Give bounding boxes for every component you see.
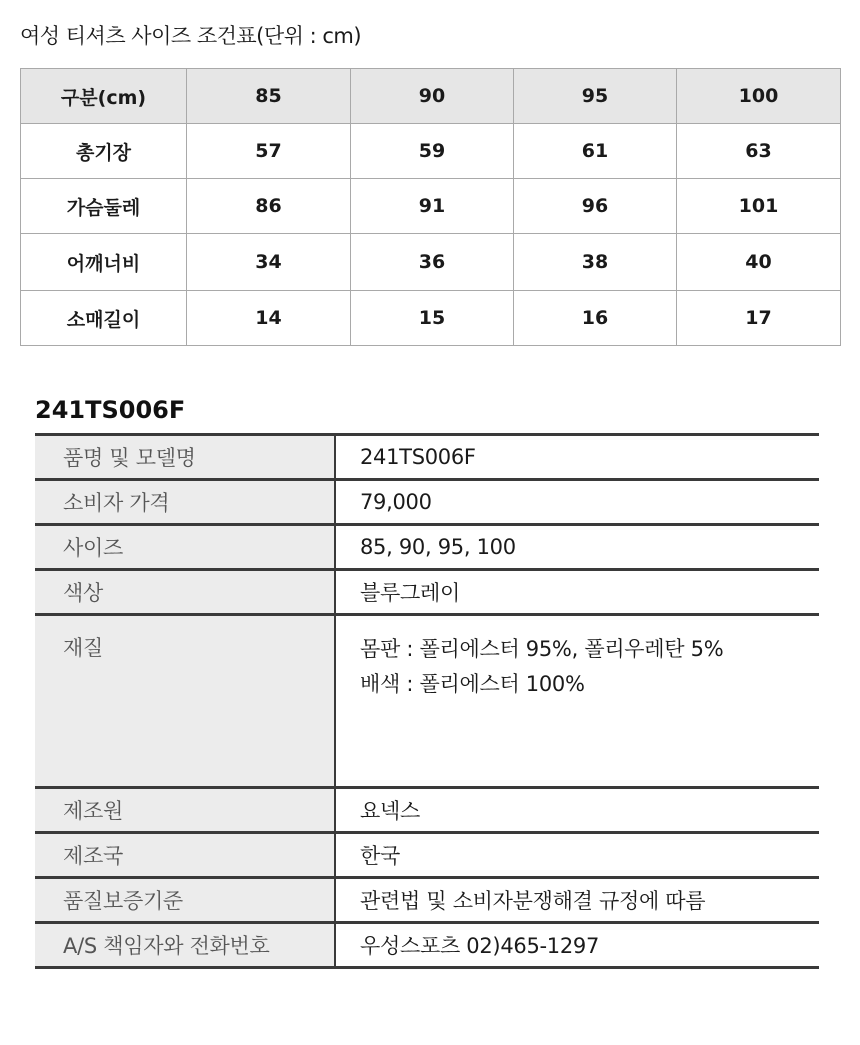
- size-value: 63: [677, 124, 841, 179]
- info-label: 소비자 가격: [35, 480, 335, 525]
- size-chart-table: [20, 68, 841, 346]
- info-value: 한국: [335, 833, 819, 878]
- size-value: 16: [514, 291, 677, 346]
- size-value: 61: [514, 124, 677, 179]
- info-label: 색상: [35, 570, 335, 615]
- header-cell-size: 100: [677, 69, 841, 124]
- size-value: 91: [351, 179, 514, 234]
- info-label: 제조원: [35, 788, 335, 833]
- info-value: 블루그레이: [335, 570, 819, 615]
- size-chart-header-row: [21, 69, 841, 124]
- info-label: 사이즈: [35, 525, 335, 570]
- product-info-table: [35, 433, 819, 969]
- info-row-as-contact: [35, 923, 819, 968]
- row-label: 총기장: [21, 124, 187, 179]
- info-value: 241TS006F: [335, 435, 819, 480]
- size-value: 17: [677, 291, 841, 346]
- info-row-price: [35, 480, 819, 525]
- size-chart-row: [21, 234, 841, 291]
- size-chart-row: [21, 124, 841, 179]
- info-value: 우성스포츠 02)465-1297: [335, 923, 819, 968]
- info-row-country: [35, 833, 819, 878]
- info-row-manufacturer: [35, 788, 819, 833]
- size-value: 59: [351, 124, 514, 179]
- info-value: 관련법 및 소비자분쟁해결 규정에 따름: [335, 878, 819, 923]
- info-row-material: [35, 615, 819, 788]
- info-value-material: [335, 615, 819, 788]
- row-label: 어깨너비: [21, 234, 187, 291]
- header-cell-size: 95: [514, 69, 677, 124]
- product-code-title: 241TS006F: [35, 396, 186, 424]
- header-cell-size: 90: [351, 69, 514, 124]
- size-chart-row: [21, 179, 841, 234]
- info-label: 품명 및 모델명: [35, 435, 335, 480]
- row-label: 소매길이: [21, 291, 187, 346]
- header-cell-size: 85: [187, 69, 351, 124]
- size-value: 15: [351, 291, 514, 346]
- size-value: 57: [187, 124, 351, 179]
- size-value: 96: [514, 179, 677, 234]
- size-value: 14: [187, 291, 351, 346]
- size-value: 40: [677, 234, 841, 291]
- info-row-color: [35, 570, 819, 615]
- size-chart-title: 여성 티셔츠 사이즈 조건표(단위 : cm): [20, 24, 362, 48]
- size-value: 101: [677, 179, 841, 234]
- row-label: 가슴둘레: [21, 179, 187, 234]
- info-label: 제조국: [35, 833, 335, 878]
- info-value: 요넥스: [335, 788, 819, 833]
- material-line-trim: 배색 : 폴리에스터 100%: [360, 672, 585, 696]
- info-label: 품질보증기준: [35, 878, 335, 923]
- info-value: 85, 90, 95, 100: [335, 525, 819, 570]
- material-line-body: 몸판 : 폴리에스터 95%, 폴리우레탄 5%: [360, 637, 724, 661]
- size-value: 36: [351, 234, 514, 291]
- size-value: 86: [187, 179, 351, 234]
- info-row-size: [35, 525, 819, 570]
- size-value: 34: [187, 234, 351, 291]
- info-label: A/S 책임자와 전화번호: [35, 923, 335, 968]
- size-value: 38: [514, 234, 677, 291]
- size-chart-row: [21, 291, 841, 346]
- info-value: 79,000: [335, 480, 819, 525]
- header-cell-category: 구분(cm): [21, 69, 187, 124]
- info-row-warranty: [35, 878, 819, 923]
- info-row-model: [35, 435, 819, 480]
- info-label: 재질: [35, 615, 335, 788]
